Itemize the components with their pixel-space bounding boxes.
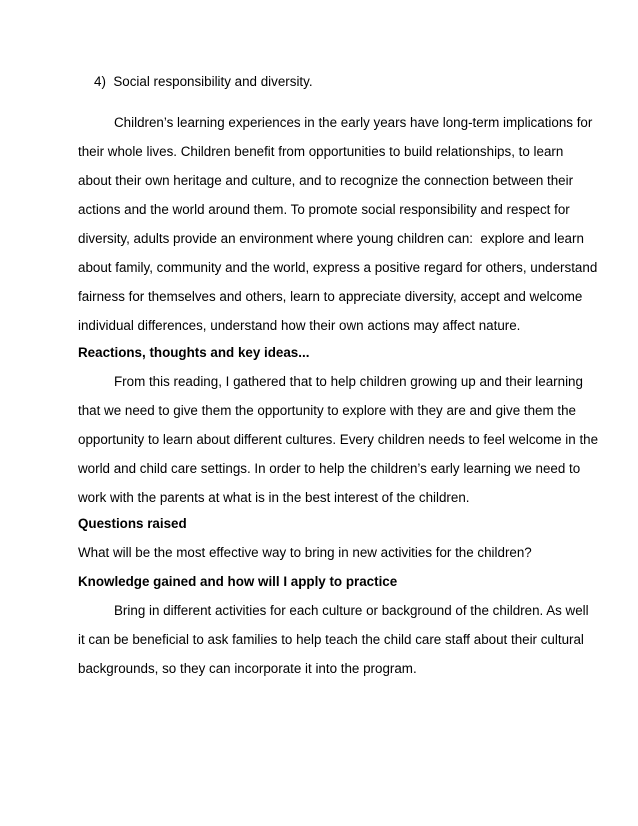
paragraph-line: individual differences, understand how their own actions may affect nature. [78,318,521,333]
question-text: What will be the most effective way to bring in new activities for the children? [78,545,532,560]
section-heading-reactions: Reactions, thoughts and key ideas... [78,345,310,360]
paragraph-line: From this reading, I gathered that to help children growing up and their learning [114,374,583,389]
paragraph-line: Children’s learning experiences in the early years have long-term implications for [114,115,593,130]
section-heading-questions: Questions raised [78,516,187,531]
paragraph-line: actions and the world around them. To promote social responsibility and respect for [78,202,570,217]
paragraph-line: diversity, adults provide an environment where young children can: explore and learn [78,231,584,246]
list-item-heading: 4) Social responsibility and diversity. [94,74,313,89]
paragraph-line: opportunity to learn about different cultures. Every children needs to feel welcome in the [78,432,599,447]
section-heading-knowledge: Knowledge gained and how will I apply to practice [78,574,398,589]
paragraph-line: it can be beneficial to ask families to help teach the child care staff about their cultural [78,632,584,647]
paragraph-line: about family, community and the world, express a positive regard for others, understand [78,260,598,275]
paragraph-line: world and child care settings. In order to help the children’s early learning we need to [78,461,581,476]
paragraph-line: Bring in different activities for each culture or background of the children. As well [114,603,589,618]
paragraph-line: backgrounds, so they can incorporate it into the program. [78,661,417,676]
paragraph-line: their whole lives. Children benefit from opportunities to build relationships, to learn [78,144,564,159]
paragraph-line: fairness for themselves and others, learn to appreciate diversity, accept and welcome [78,289,583,304]
paragraph-line: about their own heritage and culture, and to recognize the connection between their [78,173,574,188]
paragraph-line: that we need to give them the opportunity to explore with they are and give them the [78,403,576,418]
paragraph-line: work with the parents at what is in the best interest of the children. [78,490,470,505]
